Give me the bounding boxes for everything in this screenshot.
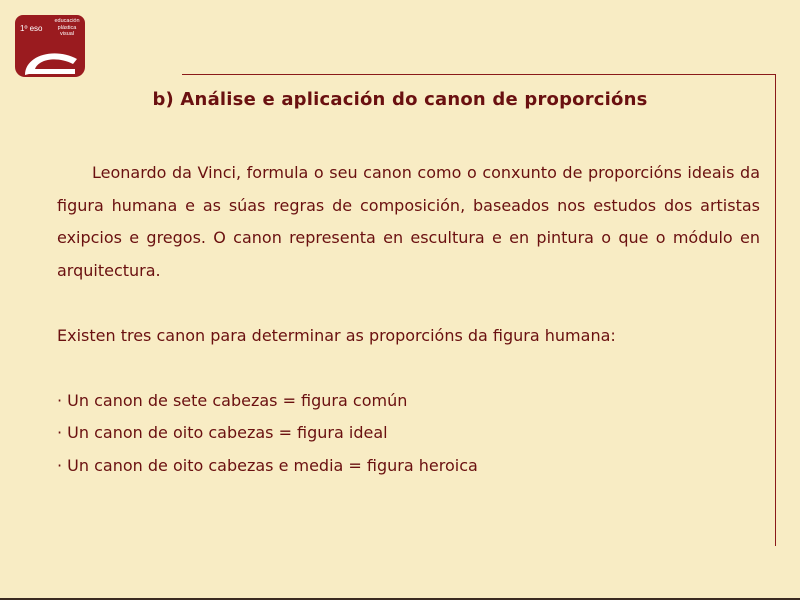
logo-subject-line: visual bbox=[59, 31, 75, 37]
slide-body bbox=[57, 157, 760, 482]
canon-item: · Un canon de sete cabezas = figura común bbox=[57, 390, 408, 410]
side-rule bbox=[775, 74, 776, 546]
logo-subject-line: educación bbox=[54, 18, 80, 24]
spacer bbox=[57, 352, 760, 385]
logo-subject-label bbox=[49, 18, 85, 38]
logo-grade-label: 1º eso bbox=[20, 24, 43, 33]
canon-item: · Un canon de oito cabezas = figura ideal bbox=[57, 423, 388, 442]
logo-subject-line: plástica bbox=[57, 24, 77, 31]
canon-intro: Existen tres canon para determinar as proporcións da figura humana: bbox=[57, 325, 616, 345]
spacer bbox=[57, 287, 760, 320]
logo-swoosh-icon bbox=[15, 45, 85, 77]
intro-paragraph: Leonardo da Vinci, formula o seu canon como o conxunto de proporcións ideais da figura humana e as súas regras de composición, baseados nos estudos dos artistas exipcios e gregos. O canon representa en escultura e en pintura o que o módulo en arquitectura. bbox=[57, 163, 760, 280]
canon-item: · Un canon de oito cabezas e media = figura heroica bbox=[57, 455, 478, 475]
slide-title: b) Análise e aplicación do canon de proporcións bbox=[152, 89, 648, 110]
course-logo bbox=[15, 15, 85, 77]
header-rule bbox=[182, 74, 776, 75]
